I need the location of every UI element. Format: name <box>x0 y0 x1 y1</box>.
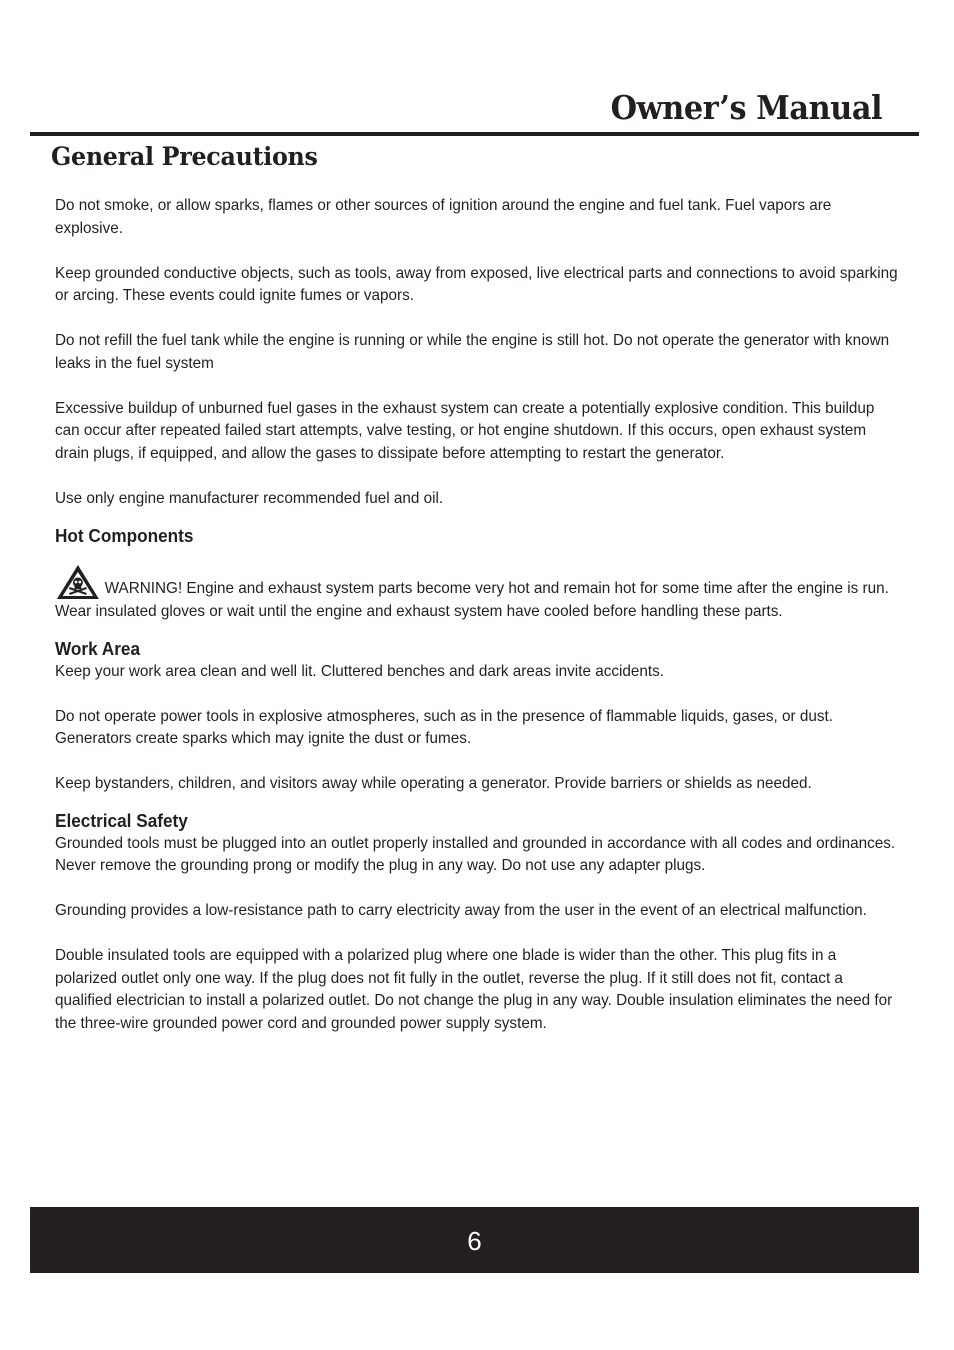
paragraph-double-insulated: Double insulated tools are equipped with a polarized plug where one blade is wider than the other. This plug fits in a polarized outlet only one way. If the plug does not fit fully in the outlet, reverse the plug. If it still does not fit, contact a qualified electrician to install a polarized outlet. Do not change the plug in any way. Double insulation eliminates the need for the three-wire grounded power cord and grounded power supply system. <box>55 947 893 1032</box>
work-area-heading: Work Area <box>55 638 141 659</box>
footer-bar <box>30 1207 919 1273</box>
paragraph-fuel-gases: Excessive buildup of unburned fuel gases in the exhaust system can create a potentially explosive condition. This buildup can occur after repeated failed start attempts, valve testing, or hot engine shutdown. If this occurs, open exhaust system drain plugs, if equipped, and allow the gases to dissipate before attempting to restart the generator. <box>55 399 875 462</box>
paragraph-fuel-oil: Use only engine manufacturer recommended fuel and oil. <box>55 489 444 507</box>
warning-skull-icon <box>55 563 101 601</box>
paragraph-grounded-tools: Grounded tools must be plugged into an outlet properly installed and grounded in accordance with all codes and ordinances. Never remove the grounding prong or modify the plug in any way. Do not use any adapter plugs. <box>55 834 896 874</box>
hot-components-heading: Hot Components <box>55 526 194 546</box>
hot-components-warning <box>55 563 901 624</box>
warning-text: WARNING! Engine and exhaust system parts become very hot and remain hot for some time after the engine is run. Wear insulated gloves or wait until the engine and exhaust system have cooled before handling these parts. <box>55 580 889 620</box>
electrical-safety-heading: Electrical Safety <box>55 810 188 831</box>
paragraph-grounding: Grounding provides a low-resistance path to carry electricity away from the user in the event of an electrical malfunction. <box>55 902 867 919</box>
page-number: 6 <box>467 1226 482 1256</box>
title-rule <box>30 132 919 136</box>
paragraph-conductive-objects: Keep grounded conductive objects, such as tools, away from exposed, live electrical parts and connections to avoid sparking or arcing. These events could ignite fumes or vapors. <box>55 264 898 304</box>
paragraph-refill: Do not refill the fuel tank while the engine is running or while the engine is still hot. Do not operate the generator with known leaks in the fuel system <box>55 332 890 372</box>
paragraph-bystanders: Keep bystanders, children, and visitors away while operating a generator. Provide barriers or shields as needed. <box>55 775 812 792</box>
page-content <box>55 195 901 1035</box>
paragraph-work-area-clean: Keep your work area clean and well lit. Cluttered benches and dark areas invite accidents. <box>55 662 664 680</box>
document-title: Owner’s Manual <box>610 88 882 127</box>
paragraph-ignition: Do not smoke, or allow sparks, flames or other sources of ignition around the engine and fuel tank. Fuel vapors are explosive. <box>55 197 832 237</box>
section-title: General Precautions <box>51 142 318 171</box>
paragraph-explosive-atmospheres: Do not operate power tools in explosive atmospheres, such as in the presence of flammable liquids, gases, or dust. Generators create sparks which may ignite the dust or fumes. <box>55 707 834 747</box>
